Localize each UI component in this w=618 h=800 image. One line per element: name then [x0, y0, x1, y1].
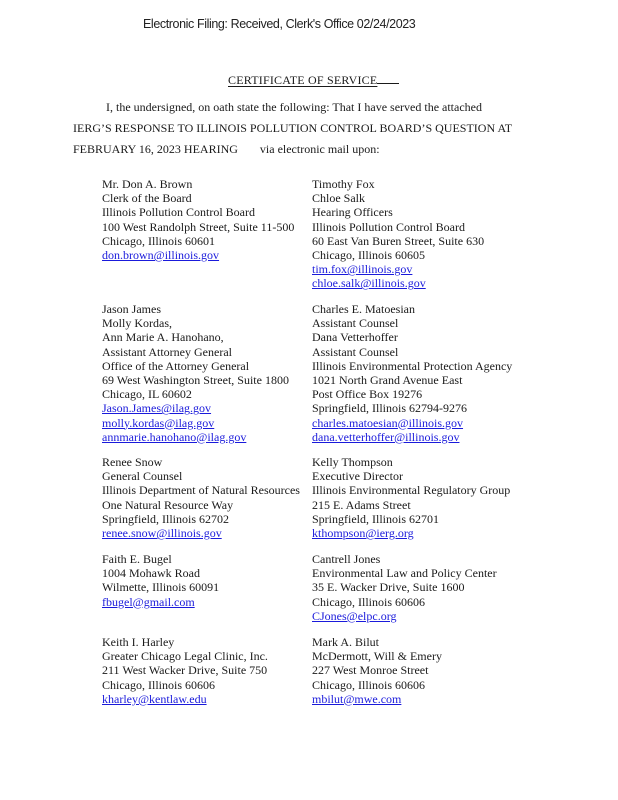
recipient-line: Illinois Environmental Protection Agency [312, 358, 513, 373]
recipient-line: Illinois Department of Natural Resources [102, 483, 300, 498]
email-link[interactable]: molly.kordas@ilag.gov [102, 415, 215, 430]
recipient-line: General Counsel [102, 469, 183, 484]
email-link[interactable]: annmarie.hanohano@ilag.gov [102, 429, 247, 444]
email-link[interactable]: renee.snow@illinois.gov [102, 525, 222, 540]
email-link[interactable]: kthompson@ierg.org [312, 525, 414, 540]
recipient-line: Office of the Attorney General [102, 358, 250, 373]
email-link[interactable]: charles.matoesian@illinois.gov [312, 415, 464, 430]
recipient-line: Wilmette, Illinois 60091 [102, 580, 220, 595]
recipient-line: Faith E. Bugel [102, 552, 172, 566]
recipient-line: 35 E. Wacker Drive, Suite 1600 [312, 580, 465, 595]
recipient-line: Springfield, Illinois 62702 [102, 511, 229, 526]
recipient-line: McDermott, Will & Emery [312, 649, 442, 664]
email-link[interactable]: dana.vetterhoffer@illinois.gov [312, 429, 460, 444]
email-link[interactable]: fbugel@gmail.com [102, 594, 195, 609]
email-link[interactable]: chloe.salk@illinois.gov [312, 276, 426, 291]
recipient-line: Assistant Counsel [312, 344, 399, 359]
recipient-line: Timothy Fox [312, 177, 375, 191]
email-link[interactable]: tim.fox@illinois.gov [312, 262, 413, 277]
recipient-line: Chicago, Illinois 60606 [312, 677, 425, 692]
recipient-line: Chicago, Illinois 60606 [102, 677, 215, 692]
recipient-line: Greater Chicago Legal Clinic, Inc. [102, 649, 268, 664]
recipient-line: 100 West Randolph Street, Suite 11-500 [102, 219, 295, 234]
document-title-text: CERTIFICATE OF SERVICE [228, 73, 378, 87]
email-link[interactable]: mbilut@mwe.com [312, 691, 402, 706]
recipient-line: Dana Vetterhoffer [312, 330, 398, 345]
recipient-line: 215 E. Adams Street [312, 497, 411, 512]
recipient-entry [312, 552, 497, 623]
recipient-line: Kelly Thompson [312, 455, 393, 469]
service-method-text: via electronic mail upon: [259, 142, 380, 156]
recipient-entry [312, 635, 442, 706]
recipient-line: 1021 North Grand Avenue East [312, 372, 463, 387]
recipient-line: Assistant Attorney General [102, 344, 232, 359]
recipient-entry [102, 552, 219, 609]
recipient-line: Ann Marie A. Hanohano, [102, 330, 224, 345]
recipient-entry [102, 177, 294, 262]
email-link[interactable]: Jason.James@ilag.gov [102, 401, 212, 416]
recipient-line: Illinois Pollution Control Board [102, 205, 256, 220]
intro-line-3 [73, 142, 380, 157]
email-link[interactable]: kharley@kentlaw.edu [102, 691, 207, 706]
recipient-line: Executive Director [312, 469, 403, 484]
recipient-line: Environmental Law and Policy Center [312, 566, 497, 581]
recipient-line: Charles E. Matoesian [312, 302, 415, 316]
hearing-date-text: FEBRUARY 16, 2023 HEARING [73, 142, 238, 156]
recipient-line: Springfield, Illinois 62701 [312, 511, 439, 526]
title-underline-tail [377, 72, 399, 84]
recipient-line: Cantrell Jones [312, 552, 381, 566]
recipient-entry [312, 177, 484, 291]
recipient-line: Assistant Counsel [312, 316, 399, 331]
recipient-line: 1004 Mohawk Road [102, 566, 200, 581]
recipient-line: Chloe Salk [312, 191, 365, 206]
recipient-line: Chicago, IL 60602 [102, 387, 192, 402]
recipient-entry [312, 455, 510, 540]
recipient-line: Chicago, Illinois 60601 [102, 233, 215, 248]
intro-line-2: IERG’S RESPONSE TO ILLINOIS POLLUTION CONTROL BOARD’S QUESTION AT [73, 121, 513, 135]
recipient-line: Clerk of the Board [102, 191, 192, 206]
recipient-entry [312, 302, 512, 444]
electronic-filing-stamp: Electronic Filing: Received, Clerk's Office 02/24/2023 [143, 17, 416, 31]
recipient-line: Illinois Environmental Regulatory Group [312, 483, 511, 498]
recipient-line: Mark A. Bilut [312, 635, 380, 649]
recipient-line: Springfield, Illinois 62794-9276 [312, 401, 467, 416]
recipient-line: Mr. Don A. Brown [102, 177, 193, 191]
recipient-entry [102, 455, 300, 540]
recipient-line: Renee Snow [102, 455, 163, 469]
recipient-line: Chicago, Illinois 60605 [312, 247, 425, 262]
recipient-line: Jason James [102, 302, 161, 316]
email-link[interactable]: don.brown@illinois.gov [102, 247, 220, 262]
recipient-line: Chicago, Illinois 60606 [312, 594, 425, 609]
recipient-line: 227 West Monroe Street [312, 663, 429, 678]
recipient-line: Post Office Box 19276 [312, 387, 423, 402]
recipient-line: 60 East Van Buren Street, Suite 630 [312, 233, 485, 248]
recipient-line: 69 West Washington Street, Suite 1800 [102, 372, 289, 387]
recipient-line: Hearing Officers [312, 205, 393, 220]
intro-line-1: I, the undersigned, on oath state the following: That I have served the attached [106, 100, 482, 114]
email-link[interactable]: CJones@elpc.org [312, 608, 397, 623]
recipient-line: Keith I. Harley [102, 635, 175, 649]
document-title [228, 72, 399, 88]
recipient-entry [102, 635, 268, 706]
recipient-entry [102, 302, 289, 444]
recipient-line: Illinois Pollution Control Board [312, 219, 466, 234]
recipient-line: 211 West Wacker Drive, Suite 750 [102, 663, 268, 678]
recipient-line: One Natural Resource Way [102, 497, 234, 512]
recipient-line: Molly Kordas, [102, 316, 172, 331]
